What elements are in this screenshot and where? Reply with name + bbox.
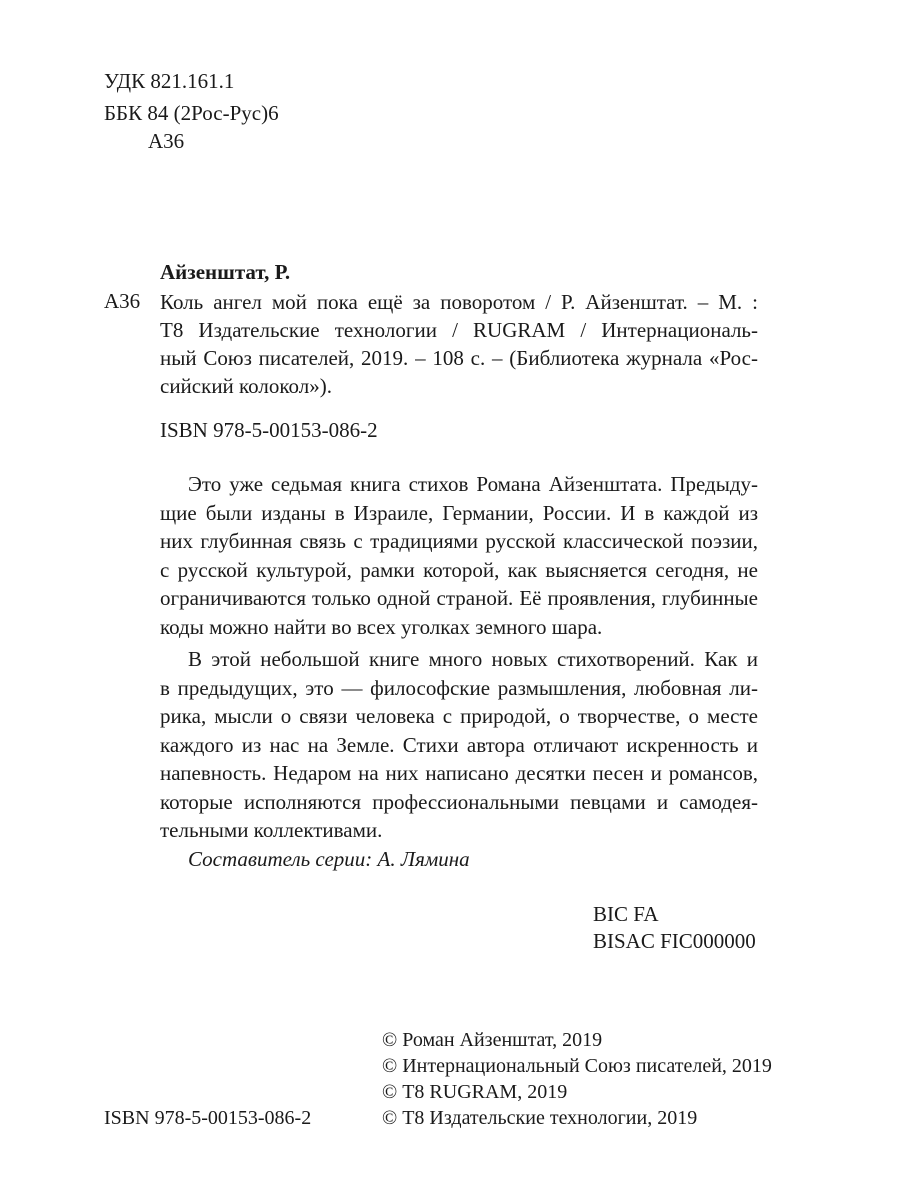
series-compiler: Составитель серии: А. Лямина: [188, 847, 470, 871]
biblio-line: ный Союз писателей, 2019. – 108 с. – (Библиотека журнала «Рос-: [160, 346, 758, 370]
annotation-line: них глубинная связь с традициями русской классической поэзии,: [160, 529, 758, 553]
entry-isbn: ISBN 978-5-00153-086-2: [160, 418, 378, 442]
annotation-line: ограничиваются только одной страной. Её проявления, глубинные: [160, 586, 758, 610]
bic-code: BIC FA: [593, 902, 659, 926]
annotation-line: тельными коллективами.: [160, 818, 383, 842]
annotation-line: напевность. Недаром на них написано десятки песен и романсов,: [160, 761, 758, 785]
bottom-isbn: ISBN 978-5-00153-086-2: [104, 1107, 312, 1129]
entry-author: Айзенштат, Р.: [160, 260, 291, 284]
author-mark: А36: [148, 129, 185, 153]
bibliographic-description: [160, 288, 758, 400]
biblio-line: Т8 Издательские технологии / RUGRAM / Интернациональ-: [160, 318, 758, 342]
annotation-line: щие были изданы в Израиле, Германии, России. И в каждой из: [160, 500, 758, 525]
entry-author-mark: А36: [104, 289, 141, 313]
copyright-line: © Т8 RUGRAM, 2019: [382, 1081, 568, 1103]
bbk-code: ББК 84 (2Рос-Рус)6: [104, 101, 279, 125]
annotation-line: каждого из нас на Земле. Стихи автора отличают искренность и: [160, 732, 758, 757]
annotation-line: которые исполняются профессиональными певцами и самодея-: [160, 789, 758, 814]
annotation-line: коды можно найти во всех уголках земного шара.: [160, 614, 603, 639]
annotation: [160, 470, 758, 845]
annotation-line: В этой небольшой книге много новых стихотворений. Как и: [188, 647, 758, 671]
copyright-line: © Роман Айзенштат, 2019: [382, 1029, 603, 1051]
udk-code: УДК 821.161.1: [104, 69, 235, 93]
copyright-line: © Интернациональный Союз писателей, 2019: [382, 1055, 772, 1077]
annotation-line: с русской культурой, рамки которой, как выясняется сегодня, не: [160, 557, 758, 582]
annotation-line: Это уже седьмая книга стихов Романа Айзенштата. Предыду-: [188, 472, 758, 496]
annotation-line: в предыдущих, это — философские размышления, любовная ли-: [160, 675, 758, 700]
copyright-block: [382, 1027, 772, 1131]
biblio-line: сийский колокол»).: [160, 374, 332, 398]
biblio-line: Коль ангел мой пока ещё за поворотом / Р. Айзенштат. – М. :: [160, 290, 758, 314]
bisac-code: BISAC FIC000000: [593, 929, 756, 953]
copyright-line: © Т8 Издательские технологии, 2019: [382, 1107, 698, 1129]
annotation-line: рика, мысли о связи человека с природой, о творчестве, о месте: [160, 704, 758, 728]
